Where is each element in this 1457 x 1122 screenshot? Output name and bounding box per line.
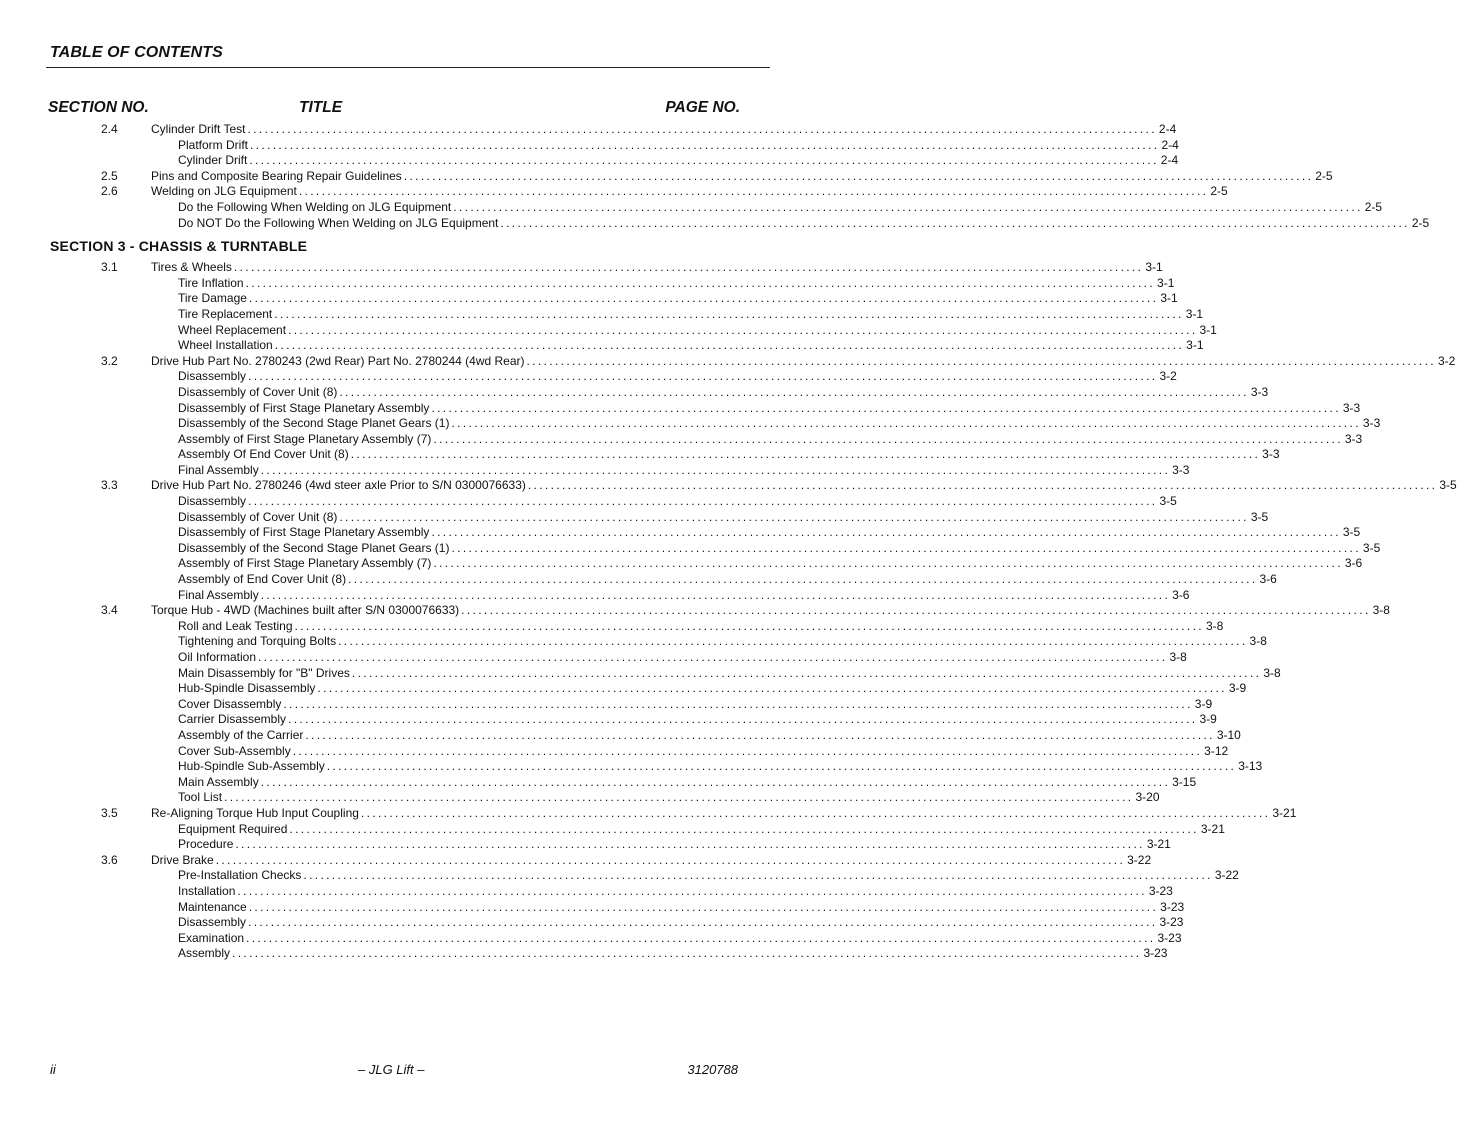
section-heading-text: SECTION 3 - CHASSIS & TURNTABLE [50,238,308,255]
toc-entry-page: 3-8 [1169,650,1187,664]
toc-entry-page: 3-22 [1127,852,1152,867]
dot-leader: ................................................................................................................................................................ [247,122,1157,136]
dot-leader: ................................................................................................................................................................ [232,946,1142,961]
dot-leader: ................................................................................................................................................................ [237,883,1147,898]
dot-leader: ................................................................................................................................................................ [289,821,1199,836]
dot-leader: ................................................................................................................................................................ [249,153,1159,168]
toc-subentry[interactable] [0,462,1190,479]
toc-entry-title: Drive Brake [151,852,214,867]
dot-leader: ................................................................................................................................................................ [433,556,1343,571]
toc-entry-number: 3.3 [101,478,118,493]
dot-leader: ................................................................................................................................................................ [274,306,1184,321]
toc-subentry[interactable] [0,821,1225,838]
toc-subentry[interactable] [0,946,1168,962]
toc-entry-title: Procedure [178,837,234,852]
toc-entry-title: Disassembly of Cover Unit (8) [178,384,338,399]
toc-subentry[interactable] [0,306,1204,323]
dot-leader: ................................................................................................................................................................ [338,634,1248,649]
toc-entry-page: 3-1 [1145,260,1163,275]
toc-section-entry[interactable] [0,603,1390,619]
dot-leader: ................................................................................................................................................................ [500,215,1410,230]
toc-entry-page: 3-8 [1263,665,1281,680]
toc-subentry[interactable] [0,400,1361,417]
toc-entry-page: 3-6 [1259,572,1277,587]
toc-entry-page: 3-23 [1148,883,1173,898]
toc-entry-page: 3-3 [1262,447,1280,462]
footer-page-number: ii [50,1062,56,1077]
footer-center-label: – JLG Lift – [358,1062,425,1077]
toc-entry-page: 3-3 [1342,400,1361,415]
dot-leader: ................................................................................................................................................................ [298,184,1209,199]
toc-entry-title: Assembly of the Carrier [178,727,304,742]
toc-entry-page: 3-8 [1205,618,1224,633]
toc-subentry[interactable] [0,883,1173,900]
toc-entry-page: 3-13 [1238,759,1263,774]
toc-entry-page: 3-1 [1186,338,1204,353]
toc-entry-title: Disassembly [178,494,247,509]
toc-entry-page: 3-5 [1362,540,1381,555]
toc-entry-page: 3-2 [1159,369,1177,384]
toc-subentry[interactable] [0,215,1430,232]
toc-subentry[interactable] [0,712,1217,728]
toc-entry-title: Tool List [178,790,223,805]
toc-entry-title: Assembly of End Cover Unit (8) [178,572,347,587]
dot-leader: ................................................................................................................................................................ [248,899,1159,914]
toc-list [0,122,1457,962]
dot-leader: ................................................................................................................................................................ [246,930,1156,945]
toc-subentry[interactable] [0,540,1381,557]
toc-entry-page: 3-3 [1172,462,1190,477]
toc-entry-number: 2.6 [101,184,118,199]
toc-entry-title: Torque Hub - 4WD (Machines built after S/N 0300076633) [151,603,460,618]
toc-entry-number: 3.5 [101,805,118,820]
toc-subentry[interactable] [0,587,1190,604]
toc-entry-page: 3-3 [1362,416,1381,431]
dot-leader: ................................................................................................................................................................ [527,478,1438,493]
toc-entry-page: 3-5 [1159,494,1177,509]
toc-entry-title: Installation [178,883,236,898]
toc-entry-page: 3-3 [1344,431,1363,446]
dot-leader: ................................................................................................................................................................ [451,416,1361,431]
dot-leader: ................................................................................................................................................................ [339,384,1249,399]
dot-leader: ................................................................................................................................................................ [224,790,1134,805]
dot-leader: ................................................................................................................................................................ [245,275,1156,290]
toc-entry-title: Roll and Leak Testing [178,618,293,633]
toc-subentry[interactable] [0,153,1179,169]
toc-subentry[interactable] [0,447,1280,463]
toc-subentry[interactable] [0,696,1213,713]
dot-leader: ................................................................................................................................................................ [248,369,1158,384]
toc-subentry[interactable] [0,618,1224,635]
toc-entry-number: 2.5 [101,168,118,183]
toc-section-entry[interactable] [0,805,1297,822]
toc-entry-number: 3.6 [101,852,118,867]
toc-entry-title: Cover Disassembly [178,696,282,711]
toc-entry-page: 3-21 [1146,837,1171,852]
toc-subentry[interactable] [0,572,1277,588]
toc-entry-title: Assembly of First Stage Planetary Assembly (7) [178,431,432,446]
toc-entry-page: 3-22 [1214,868,1239,883]
toc-entry-title: Equipment Required [178,821,288,836]
toc-entry-title: Disassembly of First Stage Planetary Assembly [178,400,430,415]
toc-subentry[interactable] [0,899,1185,916]
dot-leader: ................................................................................................................................................................ [348,572,1258,587]
dot-leader: ................................................................................................................................................................ [305,727,1215,742]
toc-subentry[interactable] [0,369,1177,385]
toc-subentry[interactable] [0,494,1177,510]
toc-subentry[interactable] [0,556,1363,572]
toc-entry-page: 3-5 [1250,509,1269,524]
toc-subentry[interactable] [0,416,1381,432]
toc-entry-title: Tire Damage [178,291,247,306]
toc-entry-page: 3-9 [1194,696,1213,711]
toc-entry-title: Hub-Spindle Disassembly [178,681,316,696]
toc-subentry[interactable] [0,727,1241,744]
toc-subentry[interactable] [0,384,1269,401]
toc-entry-page: 3-6 [1344,556,1363,571]
toc-entry-page: 3-3 [1250,384,1269,399]
toc-entry-title: Tire Inflation [178,275,244,290]
toc-entry-page: 3-9 [1199,712,1217,727]
toc-entry-page: 2-4 [1160,153,1179,168]
toc-entry-title: Cover Sub-Assembly [178,743,291,758]
toc-entry-page: 3-15 [1172,774,1197,789]
toc-entry-title: Cylinder Drift [178,153,248,168]
toc-entry-title: Disassembly of First Stage Planetary Assembly [178,525,430,540]
dot-leader: ................................................................................................................................................................ [260,587,1171,602]
toc-entry-title: Cylinder Drift Test [151,122,246,136]
toc-section-entry[interactable] [0,353,1456,370]
toc-entry-title: Maintenance [178,899,247,914]
toc-entry-page: 3-1 [1185,306,1204,321]
toc-entry-title: Do the Following When Welding on JLG Equipment [178,199,452,214]
toc-subentry[interactable] [0,525,1361,541]
dot-leader: ................................................................................................................................................................ [526,353,1436,368]
dot-leader: ................................................................................................................................................................ [235,837,1145,852]
section-heading [0,231,866,260]
toc-section-entry[interactable] [0,260,1163,276]
dot-leader: ................................................................................................................................................................ [260,462,1171,477]
toc-entry-title: Disassembly of the Second Stage Planet Gears (1) [178,540,450,555]
toc-entry-number: 3.4 [101,603,118,618]
toc-entry-page: 3-1 [1157,275,1175,290]
title-heading: TITLE [299,99,343,116]
dot-leader: ................................................................................................................................................................ [283,696,1193,711]
toc-entry-title: Wheel Installation [178,338,273,353]
toc-entry-number: 2.4 [101,122,118,136]
toc-entry-title: Disassembly [178,369,247,384]
toc-subentry[interactable] [0,681,1247,697]
toc-entry-title: Tires & Wheels [151,260,232,275]
dot-leader: ................................................................................................................................................................ [431,525,1341,540]
toc-subentry[interactable] [0,650,1187,666]
toc-entry-page: 2-5 [1210,184,1228,199]
toc-entry-page: 2-5 [1315,168,1333,183]
toc-entry-title: Assembly Of End Cover Unit (8) [178,447,349,462]
dot-leader: ................................................................................................................................................................ [431,400,1341,415]
dot-leader: ................................................................................................................................................................ [288,322,1198,337]
dot-leader: ................................................................................................................................................................ [250,137,1160,152]
toc-entry-page: 3-23 [1157,930,1182,945]
toc-entry-title: Drive Hub Part No. 2780243 (2wd Rear) Part No. 2780244 (4wd Rear) [151,353,525,368]
toc-entry-page: 3-23 [1160,899,1185,914]
toc-entry-title: Assembly [178,946,231,961]
toc-section-entry[interactable] [0,122,1177,138]
page-title: TABLE OF CONTENTS [50,44,223,61]
toc-entry-title: Assembly of First Stage Planetary Assembly (7) [178,556,432,571]
dot-leader: ................................................................................................................................................................ [360,805,1271,820]
dot-leader: ................................................................................................................................................................ [248,291,1159,306]
toc-subentry[interactable] [0,322,1217,339]
footer-doc-number: 3120788 [687,1062,738,1077]
toc-entry-title: Examination [178,930,245,945]
toc-entry-title: Main Assembly [178,774,259,789]
toc-entry-page: 3-5 [1439,478,1457,493]
toc-subentry[interactable] [0,431,1363,448]
toc-entry-title: Welding on JLG Equipment [151,184,297,199]
toc-entry-page: 3-5 [1342,525,1361,540]
toc-entry-page: 3-21 [1272,805,1297,820]
toc-entry-page: 3-12 [1204,743,1229,758]
toc-entry-title: Disassembly of Cover Unit (8) [178,509,338,524]
toc-section-entry[interactable] [0,184,1228,200]
toc-entry-title: Final Assembly [178,462,259,477]
toc-entry-title: Wheel Replacement [178,322,287,337]
toc-entry-page: 3-1 [1160,291,1178,306]
dot-leader: ................................................................................................................................................................ [339,509,1249,524]
dot-leader: ................................................................................................................................................................ [453,199,1363,214]
toc-subentry[interactable] [0,338,1204,354]
toc-subentry[interactable] [0,837,1171,853]
column-headers [0,99,866,119]
toc-subentry[interactable] [0,275,1175,292]
toc-section-entry[interactable] [0,852,1152,869]
dot-leader: ................................................................................................................................................................ [451,540,1361,555]
toc-section-entry[interactable] [0,478,1457,494]
dot-leader: ................................................................................................................................................................ [303,868,1213,883]
dot-leader: ................................................................................................................................................................ [292,743,1203,758]
toc-entry-title: Pre-Installation Checks [178,868,302,883]
dot-leader: ................................................................................................................................................................ [461,603,1371,618]
toc-subentry[interactable] [0,199,1383,216]
header-divider [46,67,770,68]
toc-entry-number: 3.2 [101,353,118,368]
toc-subentry[interactable] [0,774,1197,791]
dot-leader: ................................................................................................................................................................ [326,759,1237,774]
page-no-heading: PAGE NO. [665,99,740,116]
dot-leader: ................................................................................................................................................................ [433,431,1343,446]
toc-subentry[interactable] [0,137,1179,154]
toc-entry-page: 3-6 [1172,587,1190,602]
toc-entry-page: 2-4 [1158,122,1177,136]
dot-leader: ................................................................................................................................................................ [260,774,1171,789]
dot-leader: ................................................................................................................................................................ [233,260,1144,275]
toc-subentry[interactable] [0,790,1160,806]
toc-entry-title: Tire Replacement [178,306,273,321]
toc-entry-title: Main Disassembly for "B" Drives [178,665,350,680]
toc-entry-page: 3-1 [1199,322,1217,337]
toc-subentry[interactable] [0,915,1184,931]
toc-entry-title: Disassembly [178,915,247,930]
toc-subentry[interactable] [0,868,1239,884]
toc-entry-page: 2-5 [1364,199,1383,214]
toc-entry-title: Carrier Disassembly [178,712,287,727]
toc-entry-page: 3-9 [1228,681,1247,696]
dot-leader: ................................................................................................................................................................ [248,915,1158,930]
toc-entry-page: 3-23 [1143,946,1168,961]
toc-entry-title: Oil Information [178,650,257,664]
dot-leader: ................................................................................................................................................................ [351,665,1262,680]
toc-entry-title: Disassembly of the Second Stage Planet Gears (1) [178,416,450,431]
toc-subentry[interactable] [0,759,1263,775]
toc-subentry[interactable] [0,634,1267,650]
dot-leader: ................................................................................................................................................................ [288,712,1198,727]
toc-entry-page: 2-4 [1161,137,1179,152]
toc-entry-title: Tightening and Torquing Bolts [178,634,337,649]
toc-entry-title: Hub-Spindle Sub-Assembly [178,759,325,774]
toc-entry-page: 2-5 [1411,215,1430,230]
toc-entry-page: 3-23 [1159,915,1184,930]
toc-subentry[interactable] [0,509,1269,526]
toc-entry-page: 3-10 [1216,727,1241,742]
toc-entry-title: Drive Hub Part No. 2780246 (4wd steer axle Prior to S/N 0300076633) [151,478,526,493]
toc-entry-title: Final Assembly [178,587,259,602]
toc-entry-title: Platform Drift [178,137,249,152]
toc-subentry[interactable] [0,930,1182,947]
dot-leader: ................................................................................................................................................................ [215,852,1126,867]
toc-section-entry[interactable] [0,168,1333,185]
toc-subentry[interactable] [0,665,1281,682]
toc-entry-page: 3-8 [1249,634,1267,649]
toc-entry-number: 3.1 [101,260,118,275]
dot-leader: ................................................................................................................................................................ [403,168,1314,183]
toc-entry-title: Do NOT Do the Following When Welding on JLG Equipment [178,215,499,230]
dot-leader: ................................................................................................................................................................ [258,650,1168,664]
toc-entry-page: 3-8 [1372,603,1390,618]
dot-leader: ................................................................................................................................................................ [248,494,1158,509]
dot-leader: ................................................................................................................................................................ [317,681,1227,696]
toc-entry-page: 3-20 [1135,790,1160,805]
toc-entry-title: Pins and Composite Bearing Repair Guidelines [151,168,402,183]
toc-entry-title: Re-Aligning Torque Hub Input Coupling [151,805,359,820]
toc-entry-page: 3-21 [1200,821,1225,836]
section-no-heading: SECTION NO. [48,99,149,116]
dot-leader: ................................................................................................................................................................ [274,338,1185,353]
dot-leader: ................................................................................................................................................................ [350,447,1261,462]
dot-leader: ................................................................................................................................................................ [294,618,1204,633]
toc-subentry[interactable] [0,743,1229,760]
toc-entry-page: 3-2 [1437,353,1456,368]
toc-subentry[interactable] [0,291,1178,307]
